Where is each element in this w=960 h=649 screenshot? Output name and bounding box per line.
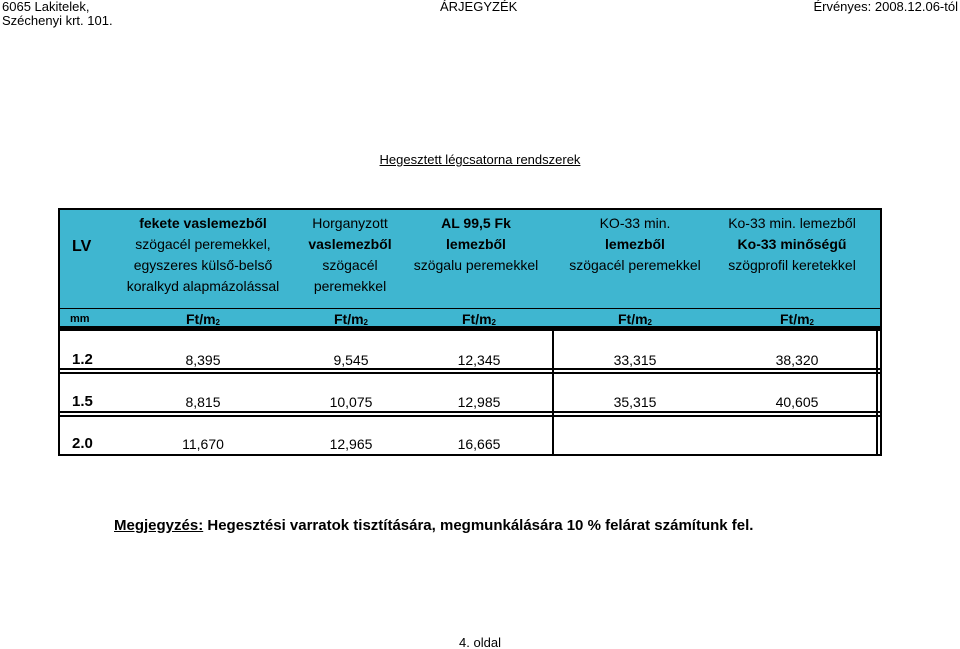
price-cell: 12,965 (329, 436, 373, 452)
unit-label: $Ft/m_2$ (333, 311, 368, 327)
unit-label: $Ft/m_2$ (779, 311, 814, 327)
size-label: 2.0 (72, 435, 93, 452)
price-cell: 16,665 (457, 436, 501, 452)
price-cell: 12,985 (457, 394, 501, 410)
lv-label: LV (72, 238, 92, 255)
price-cell: 11,670 (182, 436, 224, 452)
unit-label: $Ft/m_2$ (617, 311, 652, 327)
column-header: AL 99,5 Fk lemezből szögalu peremekkel (413, 215, 539, 273)
price-cell: 35,315 (613, 394, 657, 410)
column-header: fekete vaslemezből szögacél peremekkel, egyszeres külső-belső koralkyd alapmázolással (126, 215, 280, 294)
size-label: 1.5 (72, 393, 93, 410)
column-header: KO-33 min. lemezből szögacél peremekkel (569, 215, 701, 273)
note-label: Megjegyzés: (114, 517, 204, 534)
company-street: Széchenyi krt. 101. (2, 13, 113, 28)
column-header: Ko-33 min. lemezből Ko-33 minőségű szögprofil keretekkel (728, 215, 856, 273)
page-number: 4. oldal (459, 635, 501, 649)
unit-label: $Ft/m_2$ (461, 311, 496, 327)
column-header: Horganyzott vaslemezből szögacél peremekkel (308, 215, 392, 294)
validity-date: Érvényes: 2008.12.06-tól (813, 0, 958, 14)
company-city: 6065 Lakitelek, (2, 0, 90, 14)
company-address (2, 0, 113, 28)
size-label: 1.2 (72, 351, 93, 368)
price-cell: 9,545 (333, 352, 369, 368)
price-cell: 8,395 (185, 352, 221, 368)
document-type: ÁRJEGYZÉK (440, 0, 518, 14)
price-cell: 38,320 (775, 352, 819, 368)
price-cell: 8,815 (185, 394, 221, 410)
note-text: Hegesztési varratok tisztítására, megmunkálására 10 % felárat számítunk fel. (203, 517, 754, 534)
mm-label: mm (70, 313, 90, 325)
page-title: Hegesztett légcsatorna rendszerek (379, 152, 581, 167)
note (114, 517, 753, 534)
price-cell: 40,605 (775, 394, 819, 410)
price-table (58, 208, 882, 456)
price-cell: 33,315 (613, 352, 657, 368)
price-cell: 12,345 (457, 352, 501, 368)
unit-label: $Ft/m_2$ (185, 311, 220, 327)
price-cell: 10,075 (329, 394, 373, 410)
